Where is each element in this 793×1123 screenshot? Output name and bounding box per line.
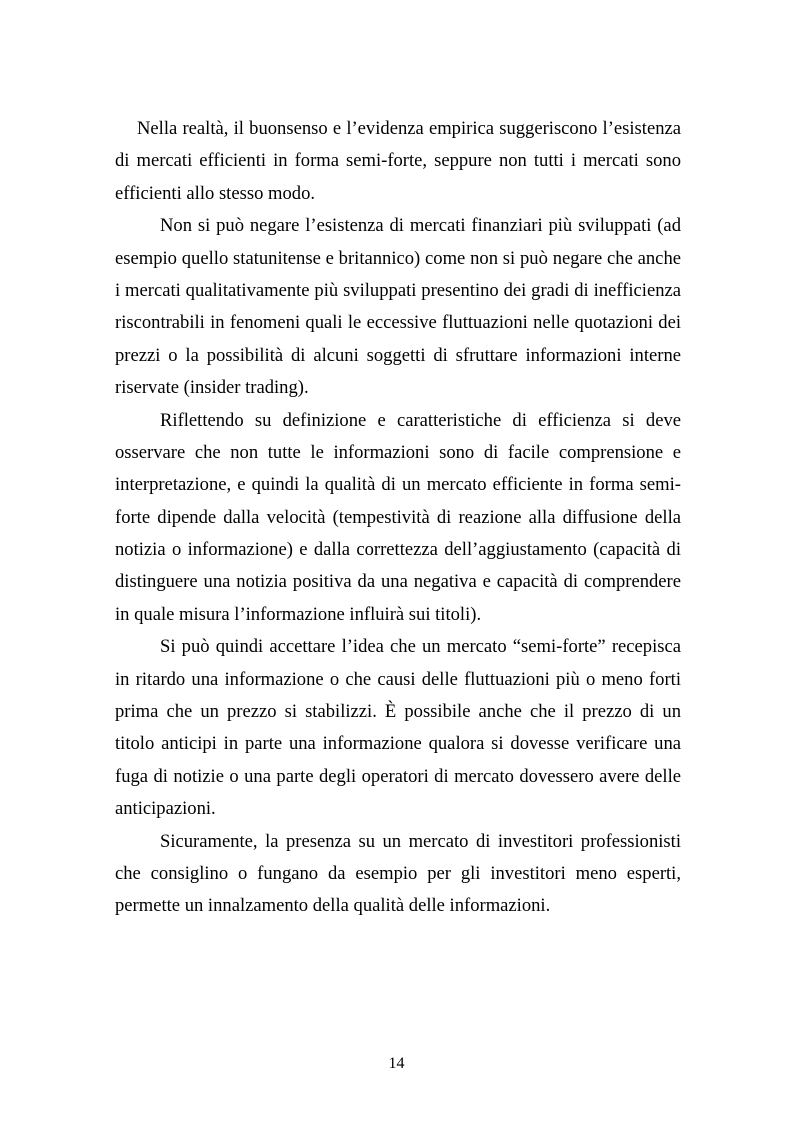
text-line: titolo anticipi in parte una informazione qualora si dovesse verificare una — [115, 733, 681, 755]
text-line: interpretazione, e quindi la qualità di un mercato efficiente in forma semi- — [115, 474, 681, 496]
text-line: in quale misura l’informazione influirà sui titoli). — [115, 603, 482, 625]
text-line: esempio quello statunitense e britannico) come non si può negare che anche — [115, 247, 681, 269]
text-line: in ritardo una informazione o che causi delle fluttuazioni più o meno forti — [115, 668, 681, 690]
text-line: prima che un prezzo si stabilizzi. È possibile anche che il prezzo di un — [115, 701, 681, 723]
text-line: Riflettendo su definizione e caratteristiche di efficienza si deve — [160, 409, 681, 431]
text-line: di mercati efficienti in forma semi-forte, seppure non tutti i mercati sono — [115, 150, 681, 172]
text-line: Si può quindi accettare l’idea che un mercato “semi-forte” recepisca — [160, 636, 681, 658]
text-line: riscontrabili in fenomeni quali le eccessive fluttuazioni nelle quotazioni dei — [115, 312, 681, 334]
text-line: riservate (insider trading). — [115, 377, 309, 399]
text-line: permette un innalzamento della qualità delle informazioni. — [115, 895, 551, 917]
text-line: notizia o informazione) e dalla correttezza dell’aggiustamento (capacità di — [115, 539, 681, 561]
text-line: prezzi o la possibilità di alcuni soggetti di sfruttare informazioni interne — [115, 344, 681, 366]
paragraph-4 — [115, 631, 681, 825]
body-text — [115, 113, 681, 923]
text-line: anticipazioni. — [115, 798, 216, 820]
text-line: Nella realtà, il buonsenso e l’evidenza empirica suggeriscono l’esistenza — [137, 118, 681, 139]
paragraph-1 — [115, 113, 681, 210]
text-line: efficienti allo stesso modo. — [115, 182, 316, 204]
text-line: che consiglino o fungano da esempio per gli investitori meno esperti, — [115, 862, 681, 884]
paragraph-5 — [115, 826, 681, 923]
text-line: osservare che non tutte le informazioni sono di facile comprensione e — [115, 441, 681, 463]
text-line: fuga di notizie o una parte degli operatori di mercato dovessero avere delle — [115, 765, 681, 787]
page-number: 14 — [388, 1055, 405, 1072]
text-line: Non si può negare l’esistenza di mercati finanziari più sviluppati (ad — [160, 215, 681, 237]
text-line: forte dipende dalla velocità (tempestività di reazione alla diffusione della — [115, 506, 681, 528]
paragraph-2 — [115, 210, 681, 404]
paragraph-3 — [115, 405, 681, 632]
text-line: Sicuramente, la presenza su un mercato di investitori professionisti — [160, 830, 681, 852]
text-line: i mercati qualitativamente più sviluppati presentino dei gradi di inefficienza — [115, 279, 681, 301]
text-line: distinguere una notizia positiva da una negativa e capacità di comprendere — [115, 571, 681, 593]
